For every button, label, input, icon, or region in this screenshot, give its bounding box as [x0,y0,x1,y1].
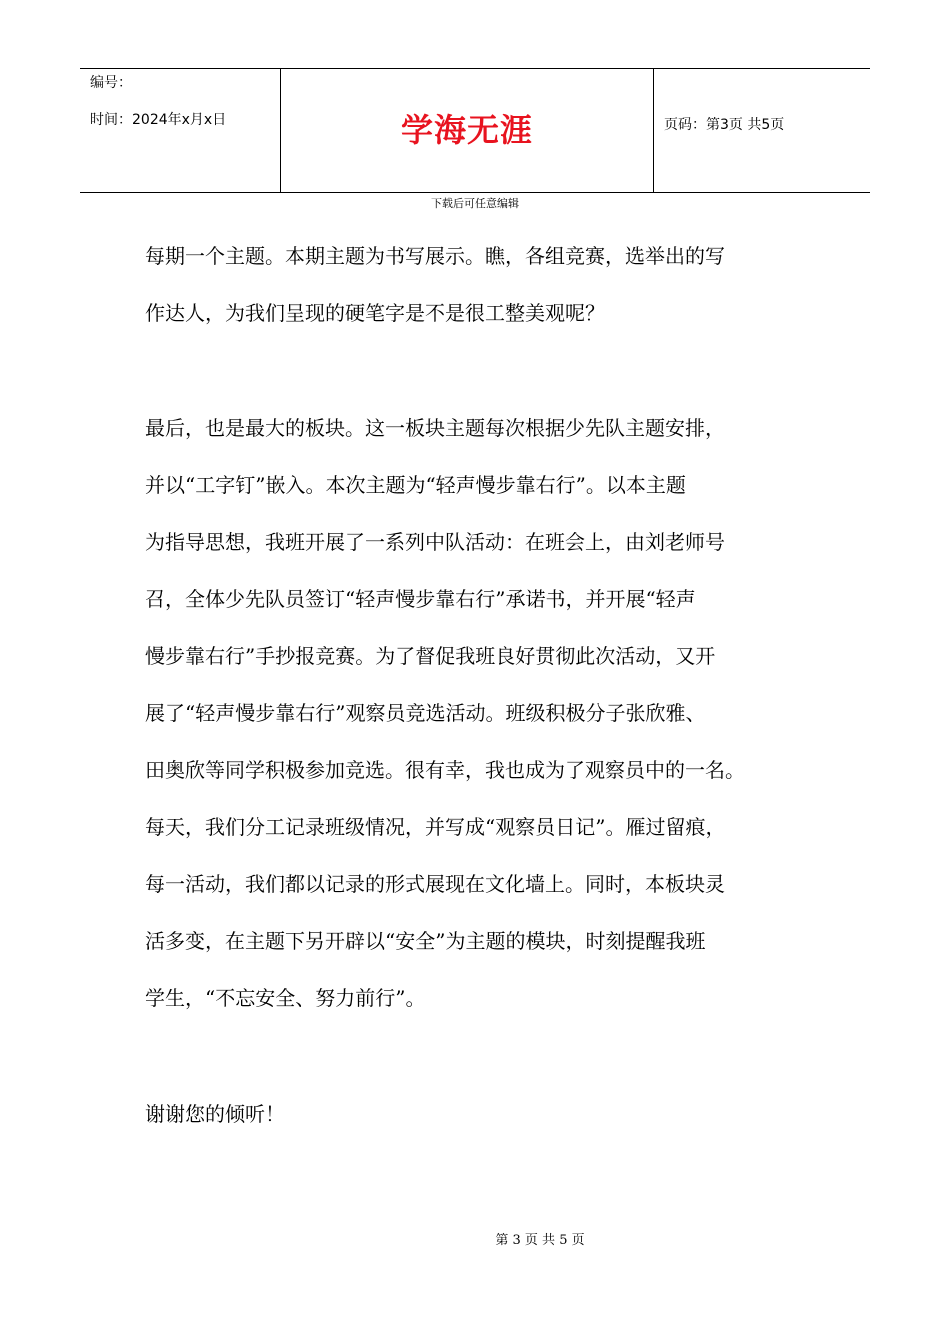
text-line: 为指导思想，我班开展了一系列中队活动：在班会上，由刘老师号 [145,530,725,554]
paragraph-1 [145,228,845,342]
text-line: 每期一个主题。本期主题为书写展示。瞧，各组竞赛，选举出的写 [145,244,725,268]
text-line: 慢步靠右行”手抄报竞赛。为了督促我班良好贯彻此次活动，又开 [145,644,716,668]
text-line: 谢谢您的倾听！ [145,1102,285,1126]
text-line: 召，全体少先队员签订“轻声慢步靠右行”承诺书，并开展“轻声 [145,587,696,611]
text-line: 每天，我们分工记录班级情况，并写成“观察员日记”。雁过留痕， [145,815,726,839]
text-line: 并以“工字钉”嵌入。本次主题为“轻声慢步靠右行”。以本主题 [145,473,686,497]
text-line: 展了“轻声慢步靠右行”观察员竞选活动。班级积极分子张欣雅、 [145,701,706,725]
header-title-cell [281,69,654,192]
document-date-label: 时间：2024年x月x日 [90,112,227,128]
text-line: 田奥欣等同学积极参加竞选。很有幸，我也成为了观察员中的一名。 [145,758,745,782]
text-line: 作达人，为我们呈现的硬笔字是不是很工整美观呢？ [145,301,605,325]
text-line: 学生，“不忘安全、努力前行”。 [145,986,426,1010]
header-right-cell [654,69,870,192]
header-left-cell [80,69,281,192]
paragraph-3 [145,1086,845,1143]
document-number-label: 编号： [90,75,132,91]
document-title: 学海无涯 [400,111,533,149]
page-number-label: 页码：第3页 共5页 [664,117,785,133]
header-table [80,68,870,193]
text-line: 最后，也是最大的板块。这一板块主题每次根据少先队主题安排， [145,416,725,440]
text-line: 活多变，在主题下另开辟以“安全”为主题的模块，时刻提醒我班 [145,929,706,953]
paragraph-2 [145,400,845,1027]
download-note: 下载后可任意编辑 [431,197,519,210]
page-footer: 第 3 页 共 5 页 [495,1233,585,1248]
text-line: 每一活动，我们都以记录的形式展现在文化墙上。同时，本板块灵 [145,872,725,896]
